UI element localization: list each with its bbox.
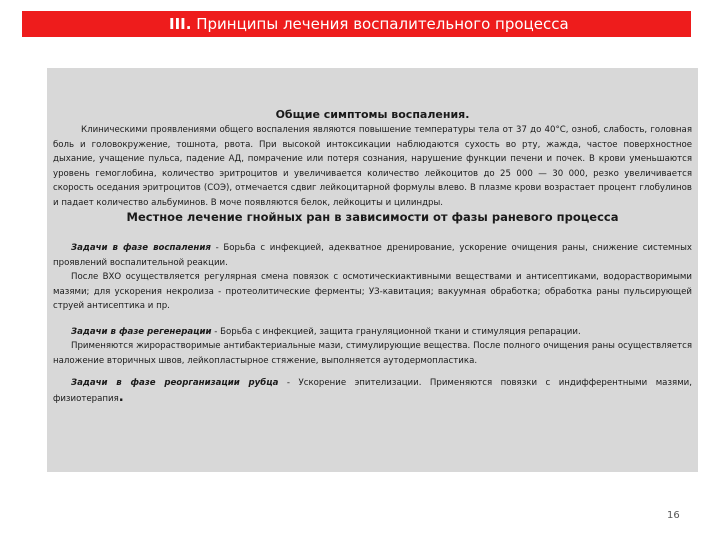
section1-heading: Общие симптомы воспаления.	[275, 108, 470, 121]
section2-heading: Местное лечение гнойных ран в зависимости от фазы раневого процесса	[126, 210, 619, 224]
phase2-text: - Борьба с инфекцией, защита грануляционной ткани и стимуляция репарации.	[211, 326, 581, 337]
content-panel	[47, 68, 698, 472]
title-bar	[22, 11, 691, 37]
phase3-term: Задачи в фазе реорганизации рубца	[71, 378, 279, 388]
spacer	[53, 314, 692, 325]
phase2-term: Задачи в фазе регенерации	[71, 326, 212, 337]
phase3-dot: .	[118, 389, 124, 405]
phase3-text: - Ускорение эпителизации. Применяются повязки с индифферентными мазями, физиотерапия	[53, 378, 692, 404]
page-number: 16	[667, 510, 680, 521]
spacer	[53, 368, 692, 376]
phase2-paragraph	[53, 325, 692, 340]
phase1-term: Задачи в фазе воспаления	[71, 243, 211, 253]
phase1-details: После ВХО осуществляется регулярная смена повязок с осмотическиактивными веществами и антисептиками, водорастворимыми мазями; для ускорения некролиза - протеолитические ферменты; УЗ-кавитация; вакуумная обработка; обработка раны пульсирующей струей антисептика и пр.	[53, 272, 692, 311]
phase1-text: - Борьба с инфекцией, адекватное дренирование, ускорение очищения раны, снижение системных проявлений воспалительной реакции.	[53, 243, 692, 268]
phase1-paragraph	[53, 241, 692, 270]
title-number: III.	[169, 15, 192, 33]
section1-body: Клиническими проявлениями общего воспаления являются повышение температуры тела от 37 до 40°С, озноб, слабость, головная боль и головокружение, тошнота, рвота. При высокой интоксикации наблюдаются сухость во рту, жажда, частое поверхностное дыхание, учащение пульса, падение АД, помрачение или потеря сознания, нарушение функции печени и почек. В крови уменьшаются уровень гемоглобина, количество эритроцитов и увеличивается количество лейкоцитов до 25 000 — 30 000, резко увеличивается скорость оседания эритроцитов (СОЭ), отмечается сдвиг лейкоцитарной формулы влево. В плазме крови возрастает процент глобулинов и падает количество альбуминов. В моче появляются белок, лейкоциты и цилиндры.	[53, 125, 692, 208]
title-text: Принципы лечения воспалительного процесса	[196, 15, 569, 33]
phase2-details: Применяются жирорастворимые антибактериальные мази, стимулирующие вещества. После полного очищения раны осуществляется наложение вторичных швов, лейкопластырное стяжение, выполняется аутодермопластика.	[53, 341, 692, 366]
phase3-paragraph	[53, 376, 692, 406]
